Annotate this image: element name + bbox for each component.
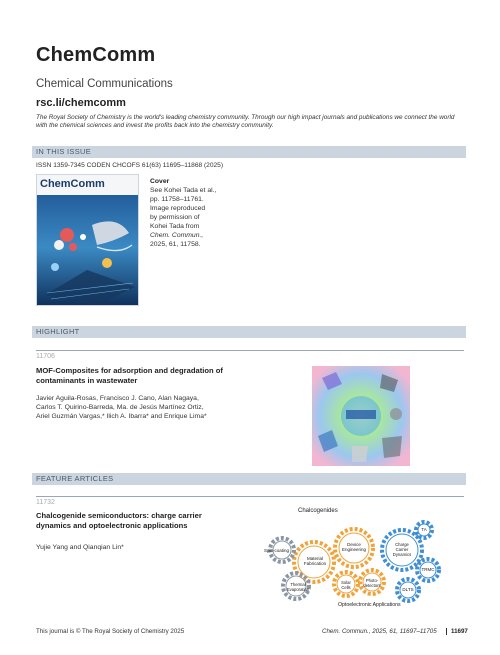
issn-line: ISSN 1359-7345 CODEN CHCOFS 61(63) 11695–11868 (2025) [36, 162, 224, 169]
article-authors: Javier Aguila-Rosas, Francisco J. Cano, Alan Nagaya, Carlos T. Quirino-Barreda, Ma. de Jesús Martínez Ortiz, Ariel Guzmán Vargas,* Ilich A. Ibarra* and Enrique Lima* [36, 395, 207, 420]
cover-caption [150, 177, 250, 249]
label-device-engineering: Device Engineering [342, 542, 367, 552]
page-number: 11732 [36, 499, 55, 506]
label-thermal-evaporation: Thermal Evaporation [286, 582, 310, 592]
divider [36, 350, 464, 351]
cover-line: Kohei Tada from [150, 223, 200, 230]
article-authors: Yujie Yang and Qianqian Lin* [36, 544, 124, 551]
section-bar-feature-articles: FEATURE ARTICLES [32, 473, 466, 485]
journal-subtitle: Chemical Communications [36, 78, 173, 90]
article-title[interactable]: MOF-Composites for adsorption and degradation of contaminants in wastewater [36, 366, 223, 385]
label-photodetectors: Photo-detectors [363, 578, 381, 588]
label-trmc: TRMC [421, 567, 435, 572]
label-chalcogenides: Chalcogenides [298, 508, 338, 514]
footer-citation: Chem. Commun., 2025, 61, 11697–11705 [322, 628, 437, 635]
page-number: 11706 [36, 353, 55, 360]
label-optoelectronic-applications: Optoelectronic Applications [338, 602, 401, 608]
highlight-graphic[interactable] [312, 366, 410, 466]
cover-line: Chem. Commun., [150, 232, 204, 239]
cover-line: 2025, 61, 11758. [150, 241, 201, 248]
cover-image[interactable] [36, 174, 139, 306]
mof-graphic [312, 366, 410, 466]
cover-logo: ChemComm [40, 178, 105, 190]
section-bar-in-this-issue: IN THIS ISSUE [32, 146, 466, 158]
cover-heading: Cover [150, 178, 170, 185]
journal-title: ChemComm [36, 44, 156, 66]
label-ta: TA [421, 527, 427, 532]
label-dlts: DLTS [402, 587, 414, 592]
article-title[interactable]: Chalcogenide semiconductors: charge carrier dynamics and optoelectronic applications [36, 511, 202, 530]
cover-line: Image reproduced [150, 205, 206, 212]
cover-line: See Kohei Tada et al., [150, 187, 217, 194]
cover-line: by permission of [150, 214, 200, 221]
label-material-fabrication: Material Fabrication [303, 556, 327, 566]
section-bar-highlight: HIGHLIGHT [32, 326, 466, 338]
journal-description: The Royal Society of Chemistry is the world's leading chemistry community. Through our high impact journals and publications we connect the world with the chemical sciences and invest the profits back into the chemistry community. [36, 114, 455, 130]
cover-artwork [37, 175, 139, 306]
label-charge-carrier-dynamics: Charge Carrier Dynamics [392, 542, 412, 557]
journal-url[interactable]: rsc.li/chemcomm [36, 97, 126, 109]
footer-page-number: 11697 [446, 628, 468, 635]
divider [36, 496, 464, 497]
footer-copyright: This journal is © The Royal Society of Chemistry 2025 [36, 628, 185, 635]
label-spin-coating: Spin-coating [264, 548, 290, 553]
label-solar-cells: Solar Cells [341, 580, 351, 590]
cover-line: pp. 11758–11761. [150, 196, 204, 203]
feature-graphic[interactable] [262, 508, 448, 612]
